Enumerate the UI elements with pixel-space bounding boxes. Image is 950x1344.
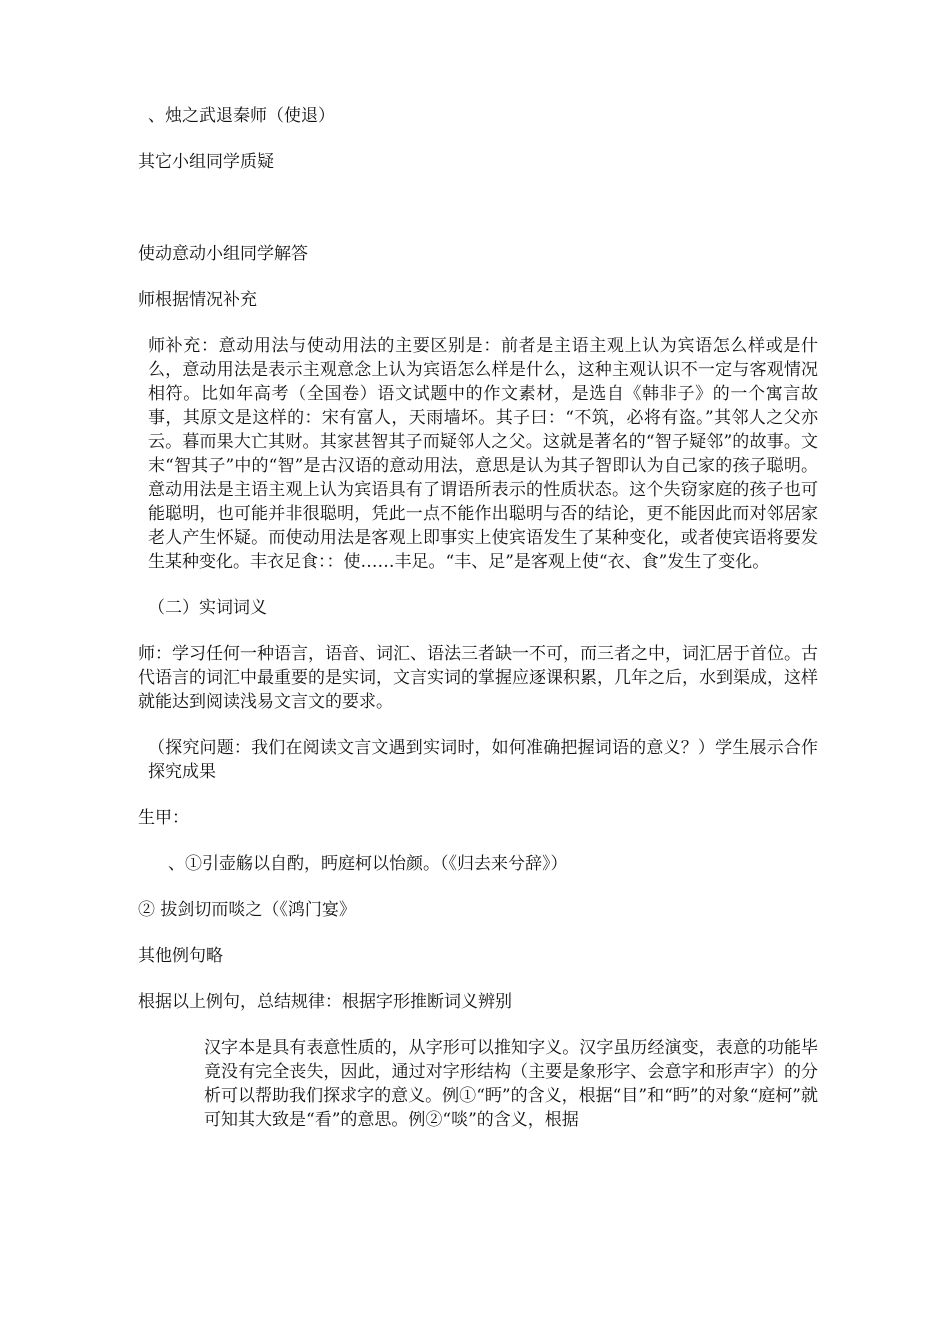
paragraph-teacher-content-words: 师：学习任何一种语言，语音、词汇、语法三者缺一不可，而三者之中，词汇居于首位。古代语言的词汇中最重要的是实词，文言实词的掌握应逐课积累，几年之后，水到渠成，这样就能达到阅读浅易文言文的要求。 [138,644,818,712]
paragraph-teacher-supplement-note: 师根据情况补充 [138,290,257,310]
paragraph-example-sentence: 、烛之武退秦师（使退） [148,106,335,126]
paragraph-teacher-supplement: 师补充：意动用法与使动用法的主要区别是：前者是主语主观上认为宾语怎么样或是什么，意动用法是表示主观意念上认为宾语怎么样是什么，这种主观认识不一定与客观情况相符。比如年高考（全国卷）语文试题中的作文素材，是选自《韩非子》的一个寓言故事，其原文是这样的：宋有富人，天雨墙坏。其子曰：“不筑，必将有盗。”其邻人之父亦云。暮而果大亡其财。其家甚智其子而疑邻人之父。这就是著名的“智子疑邻”的故事。文末“智其子”中的“智”是古汉语的意动用法，意思是认为其子智即认为自己家的孩子聪明。意动用法是主语主观上认为宾语具有了谓语所表示的性质状态。这个失窃家庭的孩子也可能聪明，也可能并非很聪明，凭此一点不能作出聪明与否的结论，更不能因此而对邻居家老人产生怀疑。而使动用法是客观上即事实上使宾语发生了某种变化，或者使宾语将要发生某种变化。丰衣足食：：使……丰足。“丰、足”是客观上使“衣、食”发生了变化。 [148,336,818,572]
paragraph-other-groups-question: 其它小组同学质疑 [138,152,274,172]
paragraph-other-examples: 其他例句略 [138,946,223,966]
paragraph-example-one: 、①引壶觞以自酌，眄庭柯以怡颜。（《归去来兮辞》） [168,854,568,874]
paragraph-inquiry-question: （探究问题：我们在阅读文言文遇到实词时，如何准确把握词语的意义？）学生展示合作探究成果 [148,738,818,782]
paragraph-character-form: 汉字本是具有表意性质的，从字形可以推知字义。汉字虽历经演变，表意的功能毕竟没有完全丧失，因此，通过对字形结构（主要是象形字、会意字和形声字）的分析可以帮助我们探求字的意义。例①“眄”的含义，根据“目”和“眄”的对象“庭柯”就可知其大致是“看”的意思。例②“啖”的含义，根据 [204,1038,818,1130]
paragraph-student-a: 生甲： [138,808,189,828]
paragraph-summary-rule: 根据以上例句，总结规律：根据字形推断词义辨别 [138,992,512,1012]
document-body [138,104,818,1132]
paragraph-group-answer: 使动意动小组同学解答 [138,244,308,264]
section-heading-content-words: （二）实词词义 [148,598,267,618]
paragraph-example-two: ② 拔剑切而啖之（《鸿门宴》 [138,900,356,920]
